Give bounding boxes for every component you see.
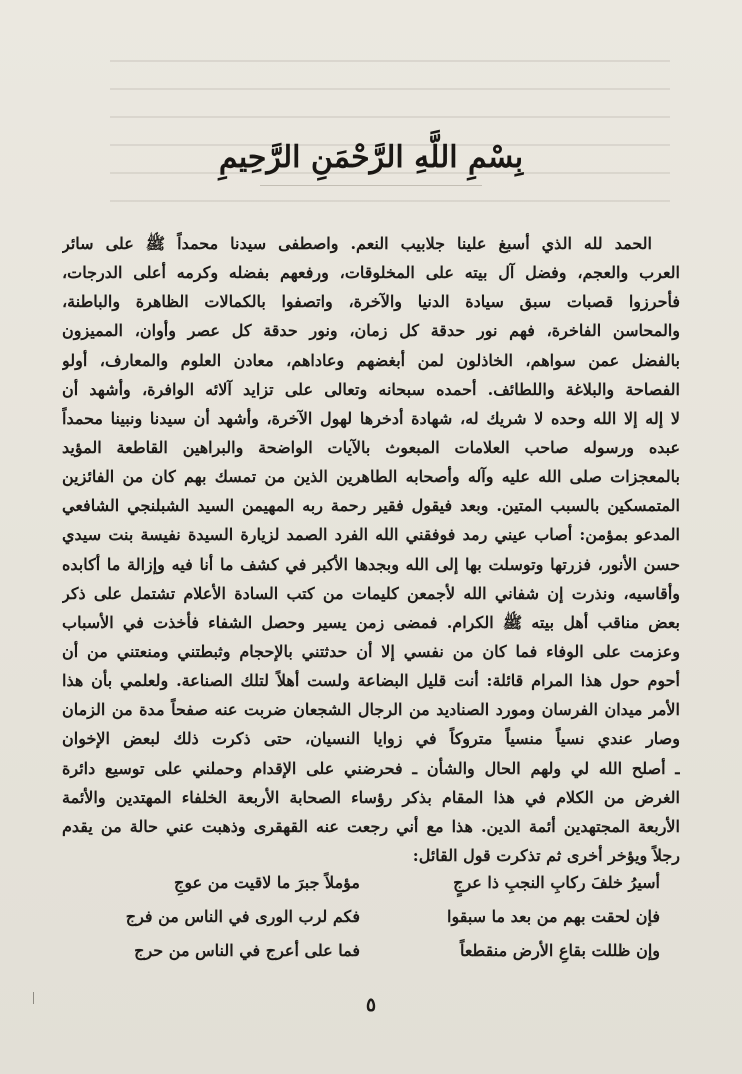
page-number: ٥ [365,994,377,1016]
text-line: الغرض من الكلام في هذا المقام بذكر رؤساء الصحابة الأربعة الخلفاء المهتدين والأئمة [62,787,680,807]
text-line: ـ أصلح الله لي ولهم الحال والشأن ـ فحرضني على الإقدام وحملني على توسيع دائرة [62,758,680,778]
text-line: وصار عندي نسياً منسياً متروكاً في زوايا النسيان، حتى ذكرت ذلك لبعض الإخوان [62,729,680,749]
text-line: بالمعجزات صلى الله عليه وآله وأصحابه الطاهرين الذين من تمسك بهم كان من الفائزين [62,467,680,487]
text-line: أحوم حول هذا المرام قائلة: أنت قليل البضاعة ولست أهلاً لتلك الصناعة. ولعلمي بأن هذا [62,671,680,691]
text-line: وأقاسيه، ونذرت إن شفاني الله لأجمعن كليمات من كتب السادة الأعلام تشتمل على ذكر [62,583,680,603]
verse-row [90,900,660,934]
text-line: المتمسكين بالسبب المتين. وبعد فيقول فقير رحمة ربه المهيمن السيد الشبلنجي الشافعي [62,496,680,516]
text-line: العرب والعجم، وفضل آل بيته على المخلوقات، ورفعهم بفضله وكرمه أعلى الدرجات، [62,263,680,283]
text-line: عبده ورسوله صاحب العلامات المبعوث بالآيات الواضحة والبراهين القاطعة المؤيد [62,437,680,457]
basmala-heading: بِسْمِ اللَّهِ الرَّحْمَنِ الرَّحِيمِ [218,140,524,175]
verse-first-hemistich: فإن لحقت بهم من بعد ما سبقوا [447,907,660,926]
verse-first-hemistich: أسيرُ خلفَ ركابِ النجبِ ذا عرجٍ [453,873,660,892]
verse-first-hemistich: وإن ظللت بقاعِ الأرض منقطعاً [459,941,660,960]
text-line: الحمد لله الذي أسبغ علينا جلابيب النعم. واصطفى سيدنا محمداً ﷺ على سائر [62,234,652,253]
verse-second-hemistich: فما على أعرج في الناس من حرج [134,941,360,960]
basmala-rule [260,185,482,186]
text-line: الأربعة المجتهدين أئمة الدين. هذا مع أني رجعت عنه القهقرى وذهبت عني حالة من يقدم [62,816,680,836]
text-line: الأمر ميدان الفرسان ومورد الصناديد من الرجال الشجعان ضربت عنه صفحاً مدة من الزمان [62,700,680,720]
main-paragraph [62,229,680,870]
verse-row [90,866,660,900]
text-line: المدعو بمؤمن: أصاب عيني رمد فوفقني الله الفرد الصمد لزيارة السيدة نفيسة بنت سيدي [62,525,680,545]
verse-second-hemistich: مؤملاً جبرَ ما لاقيت من عوجِ [174,873,360,892]
margin-mark [33,992,34,1004]
poem-verses [90,866,660,968]
text-line: فأحرزوا قصبات سبق سيادة الدنيا والآخرة، واتصفوا بالكمالات الظاهرة والباطنة، [62,292,680,312]
text-line: الفصاحة والبلاغة واللطائف. أحمده سبحانه وتعالى على تزايد آلائه الوافرة، وأشهد أن [62,379,680,399]
text-line: بالفضل عمن سواهم، الخاذلون لمن أبغضهم وعاداهم، معادن العلوم والمعارف، أولو [62,350,680,370]
text-line: رجلاً ويؤخر أخرى ثم تذكرت قول القائل: [412,845,680,865]
text-line: والمحاسن الفاخرة، فهم نور حدقة كل زمان، ونور حدقة كل عصر وأوان، المميزون [62,321,680,341]
text-line: وعزمت على الوفاء فما كان من نفسي إلا أن حدثتني بالإحجام وثبطتني ومنعتني من أن [62,641,680,661]
text-line: حسن الأنور، فزرتها وتوسلت بها إلى الله وبجدها الأكبر في كشف ما أنا فيه وإزالة ما أكابده [62,554,680,574]
verse-second-hemistich: فكم لرب الورى في الناس من فرج [125,907,360,926]
text-line: بعض مناقب أهل بيته ﷺ الكرام. فمضى زمن يسير وحصل الشفاء فأخذت في الأسباب [62,612,680,632]
verse-row [90,934,660,968]
text-line: لا إله إلا الله وحده لا شريك له، شهادة أدخرها لهول الآخرة، وأشهد أن سيدنا ونبينا محمداً [62,408,680,428]
